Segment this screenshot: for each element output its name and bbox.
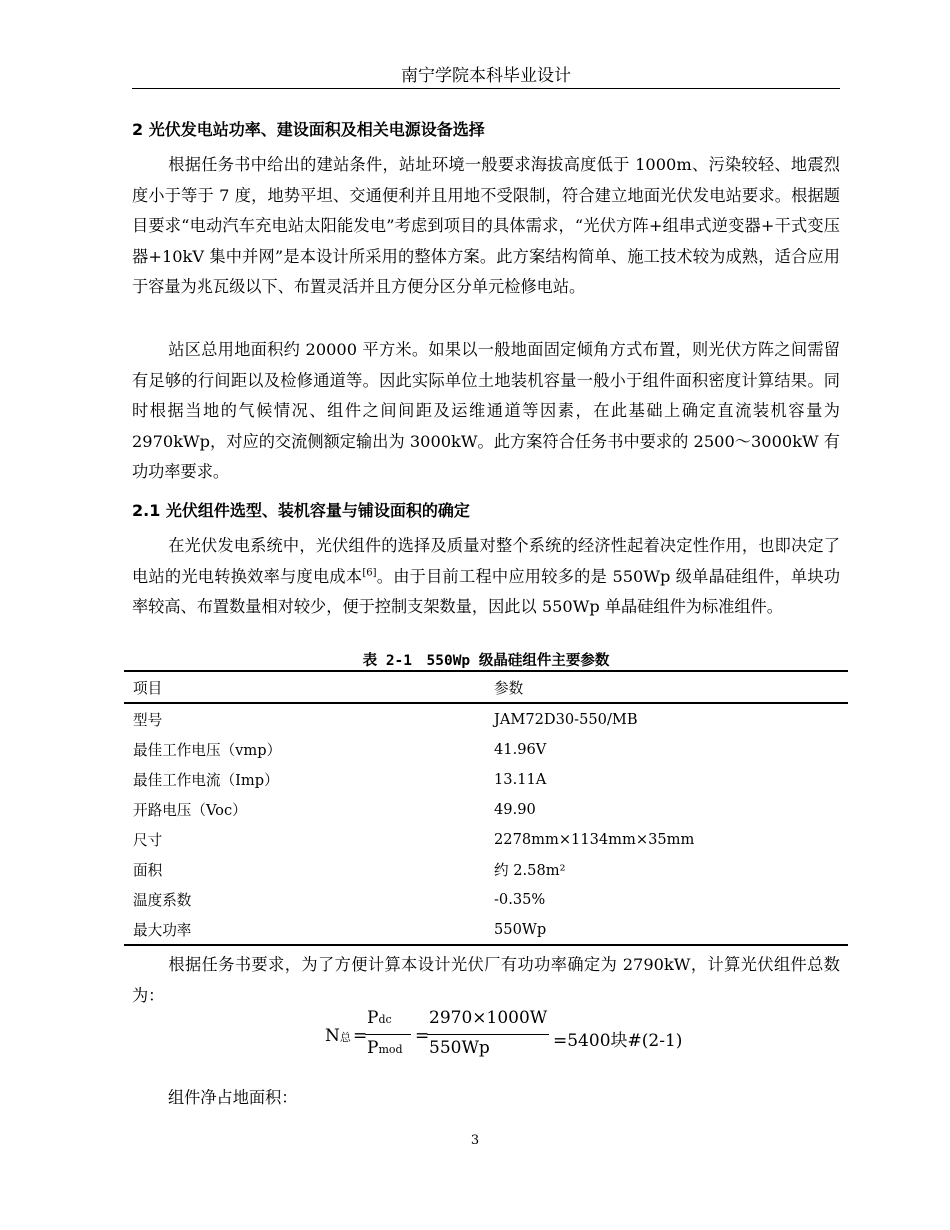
formula-result: =5400块#(2-1) bbox=[553, 1031, 683, 1051]
citation-reference: [6] bbox=[362, 567, 377, 579]
table-row bbox=[124, 734, 848, 764]
parameters-table bbox=[124, 670, 848, 946]
calculation-paragraph bbox=[132, 950, 840, 1011]
table-cell-value: 41.96V bbox=[494, 740, 547, 758]
formula-numerator-1-symbol: P bbox=[367, 1008, 379, 1028]
table-cell-value: 550Wp bbox=[494, 920, 547, 938]
table-caption: 表 2-1 550Wp 级晶硅组件主要参数 bbox=[362, 653, 610, 669]
formula-denominator-1 bbox=[367, 1038, 403, 1058]
formula-numerator-1-subscript: dc bbox=[378, 1013, 392, 1026]
formula-denominator-2: 550Wp bbox=[429, 1038, 490, 1058]
section-2-1-heading: 2.1 光伏组件选型、装机容量与铺设面积的确定 bbox=[132, 501, 470, 520]
table-cell-item: 面积 bbox=[133, 861, 163, 879]
table-row bbox=[124, 703, 848, 734]
table-row bbox=[124, 824, 848, 854]
section-2-heading: 2 光伏发电站功率、建设面积及相关电源设备选择 bbox=[132, 120, 485, 139]
table-cell-item: 最佳工作电流（Imp） bbox=[133, 771, 279, 789]
net-area-paragraph bbox=[132, 1083, 840, 1114]
table-row bbox=[124, 884, 848, 914]
section-2-paragraph-1 bbox=[132, 150, 840, 303]
table-header-item: 项目 bbox=[133, 679, 163, 697]
formula-numerator-1 bbox=[367, 1008, 392, 1028]
fraction-bar-2 bbox=[427, 1034, 549, 1035]
table-header-param: 参数 bbox=[494, 679, 524, 697]
table-cell-item: 最大功率 bbox=[133, 921, 192, 939]
section-2-1-paragraph-1-text-a: 在光伏发电系统中，光伏组件的选择及质量对整个系统的经济性起着决定性作用，也即决定了电站的光电转换效率与度电成本 bbox=[132, 536, 840, 586]
formula-lhs-symbol: N bbox=[325, 1026, 340, 1046]
section-2-1-paragraph-1-text-b: 。由于目前工程中应用较多的是 550Wp 级单晶硅组件，单块功率较高、布置数量相对较少，便于控制支架数量，因此以 550Wp 单晶硅组件为标准组件。 bbox=[132, 566, 841, 616]
formula-equals-1: = bbox=[353, 1026, 368, 1046]
formula-lhs-subscript: 总 bbox=[339, 1031, 351, 1044]
table-cell-item: 尺寸 bbox=[133, 831, 163, 849]
table-cell-item: 温度系数 bbox=[133, 891, 192, 909]
section-2-paragraph-2 bbox=[132, 335, 840, 488]
table-row bbox=[124, 764, 848, 794]
formula-equals-2: = bbox=[415, 1026, 430, 1046]
table-row bbox=[124, 854, 848, 884]
table-row bbox=[124, 914, 848, 945]
calculation-paragraph-text: 根据任务书要求，为了方便计算本设计光伏厂有功功率确定为 2790kW，计算光伏组件总数为： bbox=[132, 955, 840, 1005]
table-header-row bbox=[124, 671, 848, 703]
table-cell-item: 最佳工作电压（vmp） bbox=[133, 741, 282, 759]
table-cell-item: 开路电压（Voc） bbox=[133, 801, 247, 819]
table-cell-value: 约 2.58m² bbox=[494, 861, 566, 879]
table-row bbox=[124, 794, 848, 824]
formula-lhs bbox=[325, 1026, 351, 1046]
section-2-paragraph-1-text: 根据任务书中给出的建站条件，站址环境一般要求海拔高度低于 1000m、污染较轻、地震烈度小于等于 7 度，地势平坦、交通便利并且用地不受限制，符合建立地面光伏发电站要求。根据题目要求“电动汽车充电站太阳能发电”考虑到项目的具体需求，“光伏方阵+组串式逆变器+干式变压器+10kV 集中并网”是本设计所采用的整体方案。此方案结构简单、施工技术较为成熟，适合应用于容量为兆瓦级以下、布置灵活并且方便分区分单元检修电站。 bbox=[132, 155, 840, 296]
section-2-paragraph-2-text: 站区总用地面积约 20000 平方米。如果以一般地面固定倾角方式布置，则光伏方阵之间需留有足够的行间距以及检修通道等。因此实际单位土地装机容量一般小于组件面积密度计算结果。同时根据当地的气候情况、组件之间间距及运维通道等因素，在此基础上确定直流装机容量为 2970kWp，对应的交流侧额定输出为 3000kW。此方案符合任务书中要求的 2500～3000kW 有功功率要求。 bbox=[132, 340, 840, 481]
table-cell-item: 型号 bbox=[133, 711, 163, 729]
formula-numerator-2: 2970×1000W bbox=[429, 1008, 548, 1028]
page-header-title: 南宁学院本科毕业设计 bbox=[401, 66, 571, 86]
section-2-1-paragraph-1 bbox=[132, 531, 840, 623]
table-cell-value: 49.90 bbox=[494, 800, 536, 818]
formula-denominator-1-subscript: mod bbox=[378, 1043, 403, 1056]
table-cell-value: 13.11A bbox=[494, 770, 547, 788]
table-cell-value: 2278mm×1134mm×35mm bbox=[494, 830, 695, 848]
fraction-bar-1 bbox=[365, 1034, 411, 1035]
table-cell-value: JAM72D30-550/MB bbox=[494, 710, 638, 728]
page-number: 3 bbox=[470, 1133, 480, 1148]
header-rule bbox=[132, 88, 840, 89]
net-area-paragraph-text: 组件净占地面积： bbox=[168, 1088, 298, 1107]
table-cell-value: -0.35% bbox=[494, 890, 546, 908]
formula-denominator-1-symbol: P bbox=[367, 1038, 379, 1058]
